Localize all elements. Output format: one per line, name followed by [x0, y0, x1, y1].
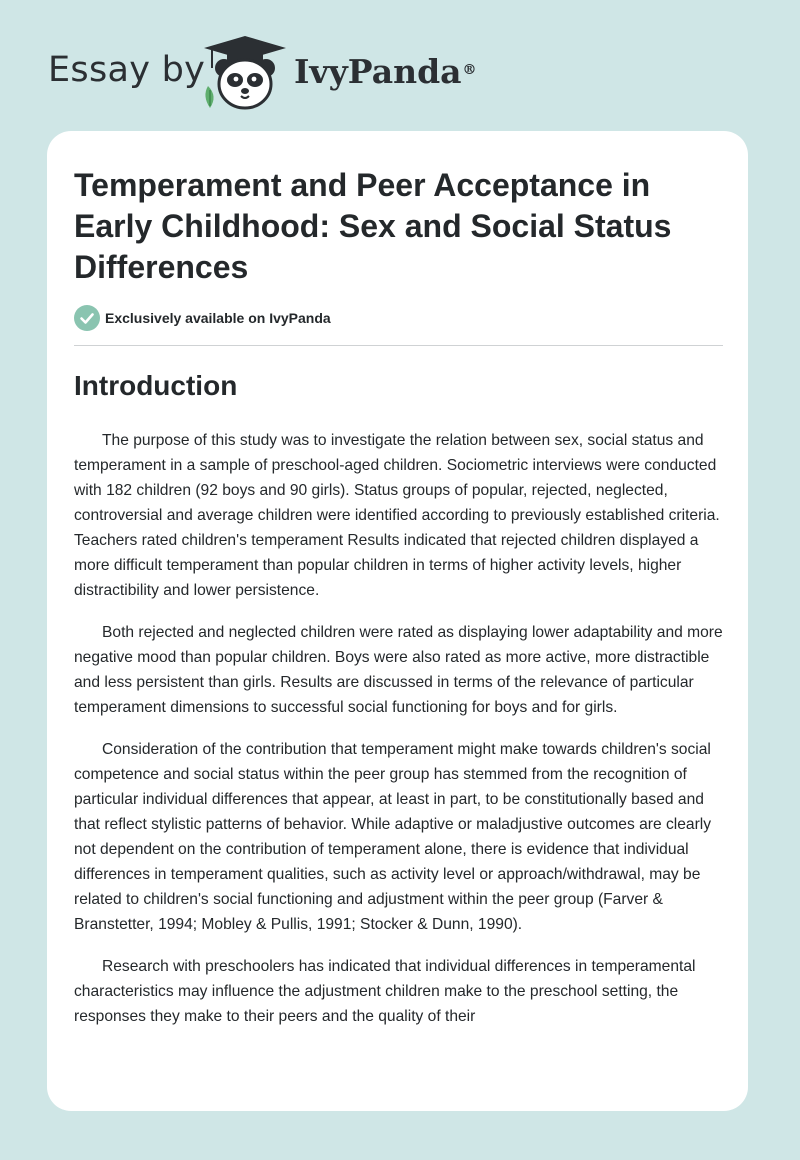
exclusive-badge — [74, 305, 331, 331]
site-header — [0, 0, 800, 130]
check-circle-icon — [74, 305, 100, 331]
panda-graduate-icon[interactable] — [200, 34, 290, 110]
registered-mark: ® — [462, 62, 477, 78]
essay-card — [47, 131, 748, 1111]
brand-text: IvyPanda — [294, 52, 462, 91]
brand-name[interactable] — [294, 50, 477, 94]
essay-by-label: Essay by — [48, 50, 206, 90]
paragraph: The purpose of this study was to investigate the relation between sex, social status and temperament in a sample of preschool-aged children. Sociometric interviews were conducted with 182 children (92 boys and 90 girls). Status groups of popular, rejected, neglected, controversial and average children were identified according to previously established criteria. Teachers rated children's temperament Results indicated that rejected children displayed a more difficult temperament than popular children in terms of higher activity levels, higher distractibility and lower persistence. — [74, 432, 720, 599]
exclusive-badge-label: Exclusively available on IvyPanda — [105, 310, 331, 326]
divider — [74, 345, 723, 346]
paragraph: Both rejected and neglected children were rated as displaying lower adaptability and more negative mood than popular children. Boys were also rated as more active, more distractible and less persistent than girls. Results are discussed in terms of the relevance of particular temperament dimensions to successful social functioning for boys and for girls. — [74, 624, 723, 716]
paragraph: Consideration of the contribution that temperament might make towards children's social competence and social status within the peer group has stemmed from the recognition of particular individual differences that appear, at least in part, to be constitutionally based and that reflect stylistic patterns of behavior. While adaptive or maladjustive outcomes are clearly not dependent on the contribution of temperament alone, there is evidence that individual differences in temperament qualities, such as activity level or approach/withdrawal, may be related to children's social functioning and adjustment within the peer group (Farver & Branstetter, 1994; Mobley & Pullis, 1991; Stocker & Dunn, 1990). — [74, 741, 712, 933]
paragraph: Research with preschoolers has indicated that individual differences in temperamental characteristics may influence the adjustment children make to the preschool setting, the responses they make to their peers and the quality of their — [74, 958, 696, 1025]
essay-body — [74, 428, 724, 1046]
section-heading: Introduction — [74, 370, 238, 401]
page-title: Temperament and Peer Acceptance in Early Childhood: Sex and Social Status Differences — [74, 167, 672, 285]
